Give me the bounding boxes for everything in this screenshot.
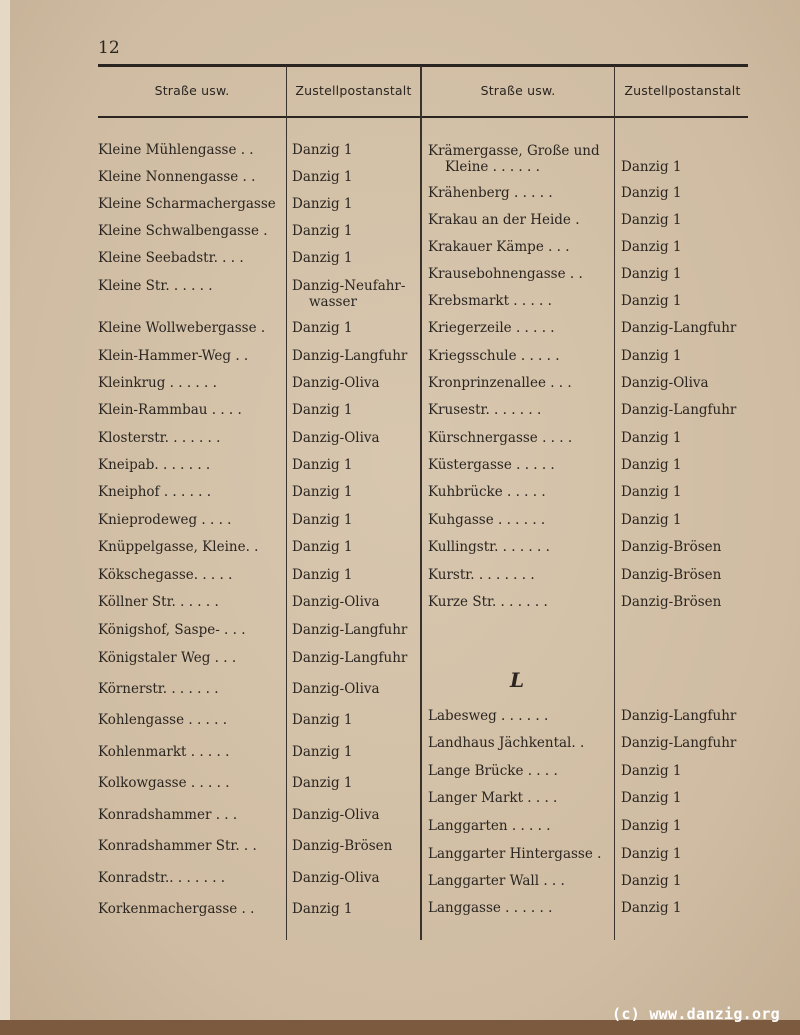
- delivery-office-name: Danzig-Oliva: [292, 430, 380, 446]
- street-name: Krusestr. . . . . . .: [428, 402, 542, 418]
- delivery-office: [621, 708, 736, 724]
- street-name: Kürschnergasse . . . .: [428, 430, 573, 446]
- delivery-office-name: Danzig-Langfuhr: [292, 348, 408, 364]
- delivery-office-name: Danzig 1: [621, 348, 682, 364]
- delivery-office-name: Danzig 1: [292, 512, 353, 528]
- street-name: Klein-Rammbau . . . .: [98, 402, 242, 418]
- street-name: Labesweg . . . . . .: [428, 708, 549, 724]
- street-name: Kneipab. . . . . . .: [98, 457, 211, 473]
- delivery-office-name: Danzig-Oliva: [292, 870, 380, 886]
- street-name: Krähenberg . . . . .: [428, 185, 553, 201]
- delivery-office-name: Danzig 1: [292, 744, 353, 760]
- delivery-office-name: Danzig-Langfuhr: [292, 622, 408, 638]
- delivery-office: [621, 873, 682, 889]
- delivery-office: [292, 320, 353, 336]
- delivery-office-name: Danzig 1: [621, 846, 682, 862]
- delivery-office-name: Danzig 1: [621, 159, 682, 175]
- delivery-office: [621, 266, 682, 282]
- delivery-office-name: Danzig-Langfuhr: [621, 735, 737, 751]
- street-name: Lange Brücke . . . .: [428, 763, 558, 779]
- page-number: 12: [98, 38, 120, 58]
- delivery-office: [621, 790, 682, 806]
- street-name: Kleine Mühlengasse . .: [98, 142, 254, 158]
- street-name: Kronprinzenallee . . .: [428, 375, 572, 391]
- delivery-office-continued: wasser: [309, 294, 357, 310]
- delivery-office: [621, 320, 736, 336]
- delivery-office: [621, 539, 721, 555]
- delivery-office-name: Danzig 1: [621, 763, 682, 779]
- delivery-office: [292, 402, 353, 418]
- header-street-left: Straße usw.: [154, 83, 230, 98]
- delivery-office: [621, 348, 682, 364]
- street-name: Kohlengasse . . . . .: [98, 712, 227, 728]
- delivery-office-name: Danzig-Langfuhr: [621, 708, 737, 724]
- delivery-office-name: Danzig-Oliva: [292, 375, 380, 391]
- delivery-office-name: Danzig 1: [292, 567, 353, 583]
- street-name: Langgasse . . . . . .: [428, 900, 553, 916]
- delivery-office-name: Danzig 1: [621, 818, 682, 834]
- delivery-office: [292, 457, 353, 473]
- delivery-office: [292, 278, 405, 310]
- street-name: Kleine Str. . . . . .: [98, 278, 213, 294]
- street-name-continued: Kleine . . . . . .: [445, 159, 540, 175]
- delivery-office-name: Danzig 1: [621, 457, 682, 473]
- header-office-right: Zustellpostanstalt: [624, 83, 741, 98]
- page-edge: [0, 0, 10, 1035]
- delivery-office-name: Danzig 1: [621, 512, 682, 528]
- delivery-office-name: Danzig 1: [621, 873, 682, 889]
- delivery-office: [292, 484, 353, 500]
- column-divider: [614, 66, 615, 940]
- street-name: Kullingstr. . . . . . .: [428, 539, 550, 555]
- delivery-office: [292, 838, 392, 854]
- delivery-office: [292, 430, 380, 446]
- delivery-office-name: Danzig 1: [621, 185, 682, 201]
- delivery-office-name: Danzig 1: [621, 239, 682, 255]
- delivery-office: [292, 650, 407, 666]
- delivery-office-name: Danzig 1: [621, 790, 682, 806]
- street-name: Korkenmachergasse . .: [98, 901, 255, 917]
- street-name: Kolkowgasse . . . . .: [98, 775, 230, 791]
- street-name: Kleine Scharmachergasse: [98, 196, 276, 212]
- delivery-office-name: Danzig 1: [292, 457, 353, 473]
- delivery-office-name: Danzig 1: [292, 250, 353, 266]
- delivery-office-name: Danzig 1: [292, 142, 353, 158]
- delivery-office: [621, 594, 721, 610]
- delivery-office: [292, 744, 353, 760]
- street-name: Kuhgasse . . . . . .: [428, 512, 546, 528]
- column-divider: [286, 66, 287, 940]
- street-name: Krebsmarkt . . . . .: [428, 293, 552, 309]
- delivery-office: [292, 807, 380, 823]
- street-name: Krausebohnengasse . .: [428, 266, 583, 282]
- delivery-office-name: Danzig 1: [292, 223, 353, 239]
- delivery-office: [621, 818, 682, 834]
- delivery-office: [621, 735, 736, 751]
- street-name: Kriegsschule . . . . .: [428, 348, 560, 364]
- street-name: Langgarten . . . . .: [428, 818, 551, 834]
- delivery-office: [621, 567, 721, 583]
- watermark: (c) www.danzig.org: [612, 1005, 780, 1023]
- delivery-office: [621, 512, 682, 528]
- delivery-office-name: Danzig 1: [292, 775, 353, 791]
- delivery-office: [292, 901, 353, 917]
- street-name: Königstaler Weg . . .: [98, 650, 237, 666]
- delivery-office-name: Danzig 1: [621, 293, 682, 309]
- header-street-right: Straße usw.: [480, 83, 556, 98]
- delivery-office: [292, 375, 380, 391]
- delivery-office-name: Danzig-Brösen: [292, 838, 393, 854]
- street-name: Knieprodeweg . . . .: [98, 512, 232, 528]
- delivery-office-name: Danzig-Langfuhr: [292, 650, 408, 666]
- delivery-office-name: Danzig 1: [292, 901, 353, 917]
- street-name: Langgarter Hintergasse .: [428, 846, 602, 862]
- delivery-office-name: Danzig-Langfuhr: [621, 320, 737, 336]
- delivery-office: [292, 567, 353, 583]
- street-name: Langgarter Wall . . .: [428, 873, 565, 889]
- delivery-office: [621, 430, 682, 446]
- delivery-office: [292, 870, 380, 886]
- street-name: Küstergasse . . . . .: [428, 457, 555, 473]
- delivery-office: [292, 142, 353, 158]
- delivery-office: [292, 196, 353, 212]
- delivery-office: [292, 348, 407, 364]
- street-name: Knüppelgasse, Kleine. .: [98, 539, 259, 555]
- delivery-office: [292, 223, 353, 239]
- delivery-office: [621, 293, 682, 309]
- delivery-office-name: Danzig 1: [292, 712, 353, 728]
- street-name: Langer Markt . . . .: [428, 790, 558, 806]
- street-name: Kleine Wollwebergasse .: [98, 320, 266, 336]
- delivery-office-name: Danzig 1: [292, 320, 353, 336]
- delivery-office: [621, 212, 682, 228]
- street-name: Krämergasse, Große und: [428, 143, 600, 159]
- delivery-office-name: Danzig 1: [621, 484, 682, 500]
- delivery-office: [292, 681, 380, 697]
- street-name: Klein-Hammer-Weg . .: [98, 348, 249, 364]
- street-name: Kurze Str. . . . . . .: [428, 594, 548, 610]
- delivery-office-name: Danzig 1: [621, 430, 682, 446]
- delivery-office: [621, 484, 682, 500]
- delivery-office-name: Danzig-Neufahr-: [292, 278, 406, 294]
- delivery-office: [292, 169, 353, 185]
- header-office-left: Zustellpostanstalt: [295, 83, 412, 98]
- section-letter: L: [510, 668, 525, 692]
- delivery-office-name: Danzig-Brösen: [621, 539, 722, 555]
- delivery-office: [621, 763, 682, 779]
- street-name: Körnerstr. . . . . . .: [98, 681, 219, 697]
- delivery-office: [621, 457, 682, 473]
- street-name: Kleine Schwalbengasse .: [98, 223, 268, 239]
- delivery-office: [621, 846, 682, 862]
- delivery-office: [621, 159, 682, 175]
- delivery-office-name: Danzig 1: [621, 900, 682, 916]
- street-name: Krakauer Kämpe . . .: [428, 239, 570, 255]
- delivery-office-name: Danzig-Oliva: [292, 681, 380, 697]
- delivery-office: [292, 512, 353, 528]
- street-name: Konradstr.. . . . . . .: [98, 870, 226, 886]
- delivery-office-name: Danzig-Oliva: [621, 375, 709, 391]
- street-name: Krakau an der Heide .: [428, 212, 580, 228]
- street-name: Klosterstr. . . . . . .: [98, 430, 221, 446]
- delivery-office: [621, 402, 736, 418]
- delivery-office-name: Danzig 1: [292, 196, 353, 212]
- delivery-office: [292, 539, 353, 555]
- street-name: Kuhbrücke . . . . .: [428, 484, 546, 500]
- street-name: Konradshammer Str. . .: [98, 838, 257, 854]
- delivery-office-name: Danzig-Brösen: [621, 567, 722, 583]
- delivery-office: [621, 185, 682, 201]
- delivery-office-name: Danzig 1: [292, 484, 353, 500]
- delivery-office: [292, 712, 353, 728]
- street-name: Kohlenmarkt . . . . .: [98, 744, 230, 760]
- table-header-rule: [98, 116, 748, 118]
- delivery-office: [621, 375, 709, 391]
- street-name: Königshof, Saspe- . . .: [98, 622, 246, 638]
- delivery-office-name: Danzig-Langfuhr: [621, 402, 737, 418]
- delivery-office: [292, 250, 353, 266]
- street-name: Kleine Nonnengasse . .: [98, 169, 256, 185]
- delivery-office: [621, 239, 682, 255]
- delivery-office-name: Danzig-Brösen: [621, 594, 722, 610]
- delivery-office-name: Danzig 1: [621, 266, 682, 282]
- delivery-office-name: Danzig-Oliva: [292, 594, 380, 610]
- street-name: Kneiphof . . . . . .: [98, 484, 212, 500]
- street-name: Kleinkrug . . . . . .: [98, 375, 217, 391]
- column-divider-center: [420, 66, 422, 940]
- delivery-office: [292, 622, 407, 638]
- table-top-rule: [98, 64, 748, 67]
- delivery-office: [292, 594, 380, 610]
- delivery-office-name: Danzig 1: [292, 402, 353, 418]
- delivery-office-name: Danzig-Oliva: [292, 807, 380, 823]
- street-name: Konradshammer . . .: [98, 807, 238, 823]
- street-name: Köllner Str. . . . . .: [98, 594, 219, 610]
- street-name: Kriegerzeile . . . . .: [428, 320, 555, 336]
- street-name: Kökschegasse. . . . .: [98, 567, 233, 583]
- street-name: Kurstr. . . . . . . .: [428, 567, 535, 583]
- street-name: Kleine Seebadstr. . . .: [98, 250, 244, 266]
- street-name: Landhaus Jächkental. .: [428, 735, 585, 751]
- delivery-office-name: Danzig 1: [292, 169, 353, 185]
- delivery-office-name: Danzig 1: [621, 212, 682, 228]
- delivery-office: [621, 900, 682, 916]
- delivery-office-name: Danzig 1: [292, 539, 353, 555]
- delivery-office: [292, 775, 353, 791]
